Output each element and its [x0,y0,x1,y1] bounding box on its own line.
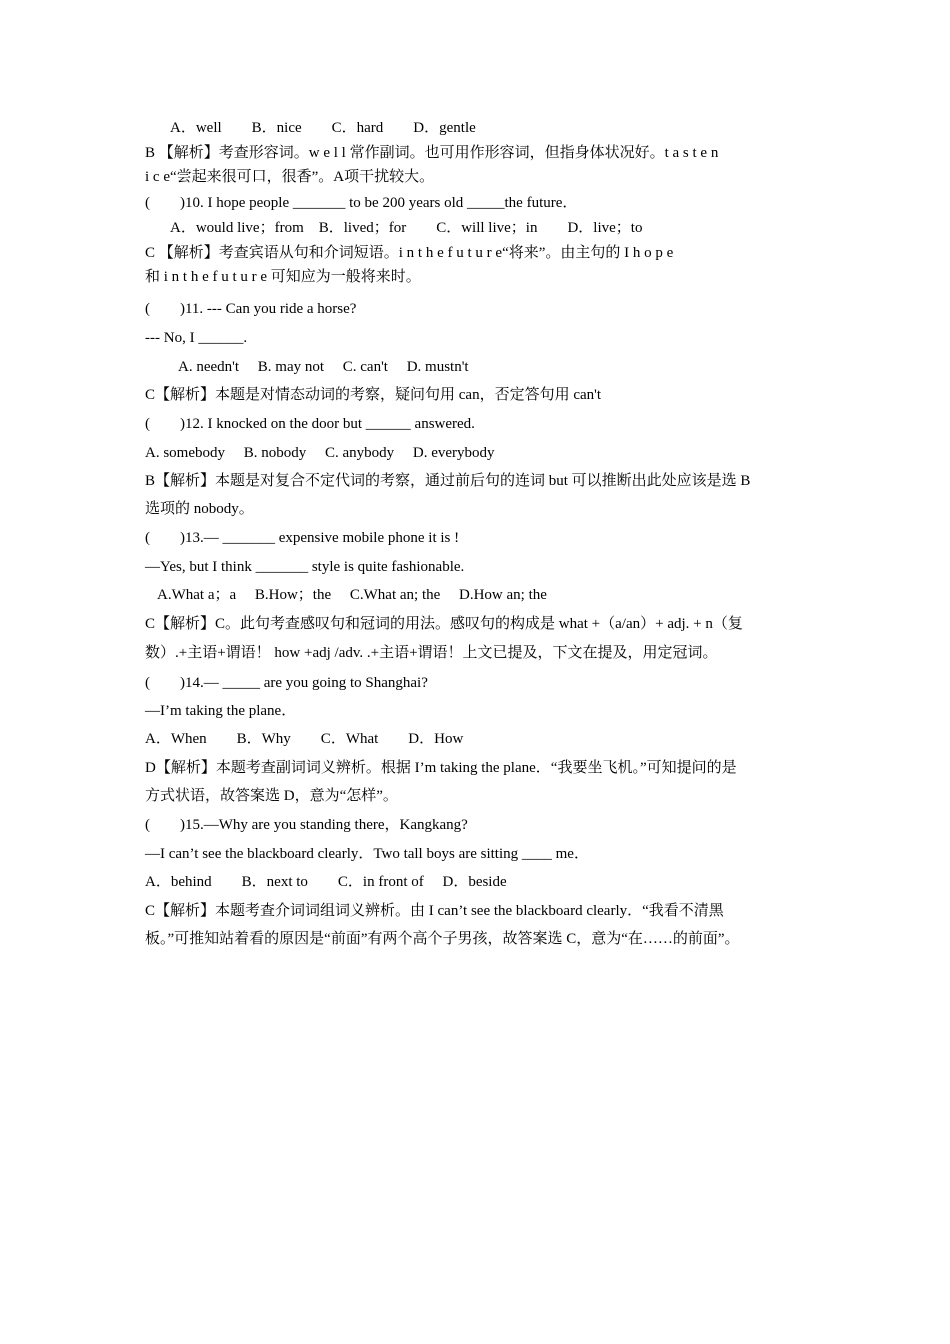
q9-explanation-line1: B 【解析】考查形容词。w e l l 常作副词。也可用作形容词，但指身体状况好。t a s t e n [145,145,719,161]
q12-explanation-line1: B【解析】本题是对复合不定代词的考察，通过前后句的连词 but 可以推断出此处应该是选 B [145,473,751,489]
q11-question: ( )11. --- Can you ride a horse? [145,301,357,317]
q13-question: ( )13.— _______ expensive mobile phone it is ! [145,530,460,546]
q14-question: ( )14.— _____ are you going to Shanghai? [145,675,428,691]
q14-reply: —I’m taking the plane． [145,703,297,719]
q10-explanation-line1: C 【解析】考查宾语从句和介词短语。i n t h e f u t u r e“将来”。由主句的 I h o p e [145,245,674,261]
q11-answer-prompt: --- No, I ______. [145,330,248,346]
q14-options: A．When B．Why C．What D．How [145,731,464,747]
q11-options: A. needn't B. may not C. can't D. mustn't [178,359,469,375]
q15-options: A．behind B．next to C．in front of D．beside [145,874,507,890]
q12-question: ( )12. I knocked on the door but ______ answered. [145,416,475,432]
q12-explanation-line2: 选项的 nobody。 [145,501,254,517]
q11-explanation: C【解析】本题是对情态动词的考察，疑问句用 can，否定答句用 can't [145,387,602,403]
q9-explanation-line2: i c e“尝起来很可口，很香”。A项干扰较大。 [145,169,435,185]
q9-options: A．well B．nice C．hard D．gentle [170,120,476,136]
q10-explanation-line2: 和 i n t h e f u t u r e 可知应为一般将来时。 [145,269,421,285]
q15-explanation-line1: C【解析】本题考查介词词组词义辨析。由 I can’t see the blackboard clearly．“我看不清黑 [145,903,724,919]
q13-explanation-line1: C【解析】C。此句考查感叹句和冠词的用法。感叹句的构成是 what +（a/an）+ adj. + n（复 [145,616,743,632]
q10-options: A．would live；from B．lived；for C．will live；in D．live；to [170,220,643,236]
q14-explanation-line1: D【解析】本题考查副词词义辨析。根据 I’m taking the plane．“我要坐飞机。”可知提问的是 [145,760,737,776]
q15-explanation-line2: 板。”可推知站着看的原因是“前面”有两个高个子男孩，故答案选 C，意为“在……的前面”。 [145,931,740,947]
q12-options: A. somebody B. nobody C. anybody D. everybody [145,445,495,461]
q15-reply: —I can’t see the blackboard clearly．Two tall boys are sitting ____ me． [145,846,589,862]
q13-reply: —Yes, but I think _______ style is quite fashionable. [145,559,465,575]
q13-explanation-line2: 数）.+主语+谓语！ how +adj /adv. .+主语+谓语！上文已提及，下文在提及，用定冠词。 [145,645,718,661]
q15-question: ( )15.—Why are you standing there，Kangkang? [145,817,468,833]
q14-explanation-line2: 方式状语，故答案选 D，意为“怎样”。 [145,788,398,804]
q10-question: ( )10. I hope people _______ to be 200 years old _____the future． [145,195,578,211]
q13-options: A.What a；a B.How；the C.What an; the D.How an; the [157,587,547,603]
